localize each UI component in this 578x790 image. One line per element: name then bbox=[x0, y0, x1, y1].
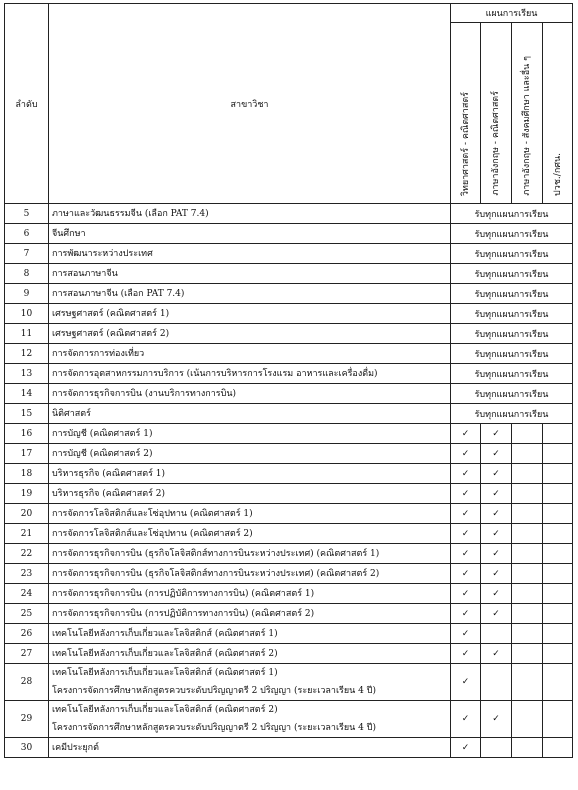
check-icon: ✓ bbox=[481, 464, 512, 484]
subject-cell bbox=[49, 564, 451, 584]
empty-cell bbox=[512, 738, 543, 758]
subject-line: โครงการจัดการศึกษาหลักสูตรควบระดับปริญญาตรี 2 ปริญญา (ระยะเวลาเรียน 4 ปี) bbox=[52, 686, 376, 696]
empty-cell bbox=[512, 664, 543, 701]
table-row bbox=[5, 364, 573, 384]
check-icon: ✓ bbox=[481, 701, 512, 738]
subject-line: บริหารธุรกิจ (คณิตศาสตร์ 1) bbox=[52, 468, 166, 479]
row-number: 20 bbox=[5, 504, 49, 524]
row-number: 12 bbox=[5, 344, 49, 364]
subject-cell bbox=[49, 584, 451, 604]
subject-cell bbox=[49, 504, 451, 524]
row-number: 21 bbox=[5, 524, 49, 544]
subject-line: การจัดการธุรกิจการบิน (การปฏิบัติการทางการบิน) (คณิตศาสตร์ 1) bbox=[52, 588, 315, 599]
plan-header-english-math: ภาษาอังกฤษ - คณิตศาสตร์ bbox=[491, 91, 501, 196]
check-icon: ✓ bbox=[451, 444, 481, 464]
table-row bbox=[5, 224, 573, 244]
check-icon: ✓ bbox=[481, 484, 512, 504]
subject-line: เทคโนโลยีหลังการเก็บเกี่ยวและโลจิสติกส์ (คณิตศาสตร์ 2) bbox=[52, 648, 278, 659]
row-number: 11 bbox=[5, 324, 49, 344]
row-number: 14 bbox=[5, 384, 49, 404]
row-number: 25 bbox=[5, 604, 49, 624]
empty-cell bbox=[512, 524, 543, 544]
subject-line: การสอนภาษาจีน bbox=[52, 268, 118, 279]
subject-line: จีนศึกษา bbox=[52, 228, 86, 239]
subject-line: เคมีประยุกต์ bbox=[52, 742, 99, 753]
check-icon: ✓ bbox=[481, 524, 512, 544]
empty-cell bbox=[481, 664, 512, 701]
subject-line: เทคโนโลยีหลังการเก็บเกี่ยวและโลจิสติกส์ (คณิตศาสตร์ 2) bbox=[52, 705, 278, 715]
row-number: 23 bbox=[5, 564, 49, 584]
all-plans-cell: รับทุกแผนการเรียน bbox=[451, 344, 573, 364]
all-plans-cell: รับทุกแผนการเรียน bbox=[451, 324, 573, 344]
row-number: 9 bbox=[5, 284, 49, 304]
table-row bbox=[5, 644, 573, 664]
subject-cell bbox=[49, 701, 451, 738]
subject-cell bbox=[49, 324, 451, 344]
subject-cell bbox=[49, 604, 451, 624]
subject-cell bbox=[49, 484, 451, 504]
empty-cell bbox=[543, 484, 573, 504]
subject-line: การจัดการการท่องเที่ยว bbox=[52, 348, 145, 359]
plan-header-english-social: ภาษาอังกฤษ - สังคมศึกษา และอื่น ๆ bbox=[522, 56, 532, 196]
subject-line: การจัดการธุรกิจการบิน (ธุรกิจโลจิสติกส์ทางการบินระหว่างประเทศ) (คณิตศาสตร์ 2) bbox=[52, 568, 380, 579]
all-plans-cell: รับทุกแผนการเรียน bbox=[451, 204, 573, 224]
check-icon: ✓ bbox=[451, 524, 481, 544]
row-number: 27 bbox=[5, 644, 49, 664]
table-row bbox=[5, 701, 573, 738]
all-plans-cell: รับทุกแผนการเรียน bbox=[451, 304, 573, 324]
all-plans-cell: รับทุกแผนการเรียน bbox=[451, 224, 573, 244]
row-number: 18 bbox=[5, 464, 49, 484]
empty-cell bbox=[512, 484, 543, 504]
check-icon: ✓ bbox=[481, 604, 512, 624]
check-icon: ✓ bbox=[481, 504, 512, 524]
table-row bbox=[5, 444, 573, 464]
row-number: 16 bbox=[5, 424, 49, 444]
empty-cell bbox=[512, 644, 543, 664]
all-plans-cell: รับทุกแผนการเรียน bbox=[451, 264, 573, 284]
check-icon: ✓ bbox=[451, 701, 481, 738]
subject-cell bbox=[49, 544, 451, 564]
check-icon: ✓ bbox=[451, 564, 481, 584]
subject-cell bbox=[49, 384, 451, 404]
subject-cell bbox=[49, 524, 451, 544]
table-row bbox=[5, 524, 573, 544]
subject-line: การบัญชี (คณิตศาสตร์ 1) bbox=[52, 428, 153, 439]
plan-header-cell bbox=[481, 23, 512, 204]
check-icon: ✓ bbox=[451, 604, 481, 624]
plan-header-cell bbox=[543, 23, 573, 204]
row-number: 5 bbox=[5, 204, 49, 224]
table-row bbox=[5, 264, 573, 284]
row-number: 28 bbox=[5, 664, 49, 701]
check-icon: ✓ bbox=[451, 504, 481, 524]
empty-cell bbox=[543, 564, 573, 584]
table-row bbox=[5, 384, 573, 404]
subject-cell bbox=[49, 424, 451, 444]
subject-cell bbox=[49, 284, 451, 304]
row-number: 26 bbox=[5, 624, 49, 644]
subject-line: การจัดการโลจิสติกส์และโซ่อุปทาน (คณิตศาสตร์ 2) bbox=[52, 528, 253, 539]
row-number: 8 bbox=[5, 264, 49, 284]
subject-line: การจัดการโลจิสติกส์และโซ่อุปทาน (คณิตศาสตร์ 1) bbox=[52, 508, 253, 519]
table-row bbox=[5, 564, 573, 584]
empty-cell bbox=[512, 624, 543, 644]
subject-line: เศรษฐศาสตร์ (คณิตศาสตร์ 2) bbox=[52, 328, 170, 339]
empty-cell bbox=[512, 544, 543, 564]
subject-line: การจัดการธุรกิจการบิน (ธุรกิจโลจิสติกส์ทางการบินระหว่างประเทศ) (คณิตศาสตร์ 1) bbox=[52, 548, 380, 559]
empty-cell bbox=[543, 464, 573, 484]
empty-cell bbox=[543, 624, 573, 644]
check-icon: ✓ bbox=[451, 738, 481, 758]
empty-cell bbox=[543, 701, 573, 738]
subject-line: การจัดการอุตสาหกรรมการบริการ (เน้นการบริหารการโรงแรม อาหารและเครื่องดื่ม) bbox=[52, 368, 378, 379]
check-icon: ✓ bbox=[451, 624, 481, 644]
empty-cell bbox=[543, 584, 573, 604]
row-number: 22 bbox=[5, 544, 49, 564]
subject-cell bbox=[49, 464, 451, 484]
empty-cell bbox=[543, 544, 573, 564]
subject-cell bbox=[49, 404, 451, 424]
table-row bbox=[5, 664, 573, 701]
table-row bbox=[5, 584, 573, 604]
table-row bbox=[5, 504, 573, 524]
plan-header-vocational: ปวช./กศน. bbox=[552, 153, 563, 196]
check-icon: ✓ bbox=[451, 644, 481, 664]
header-subject: สาขาวิชา bbox=[49, 4, 451, 204]
row-number: 29 bbox=[5, 701, 49, 738]
all-plans-cell: รับทุกแผนการเรียน bbox=[451, 404, 573, 424]
subject-line: บริหารธุรกิจ (คณิตศาสตร์ 2) bbox=[52, 488, 166, 499]
row-number: 13 bbox=[5, 364, 49, 384]
empty-cell bbox=[481, 738, 512, 758]
empty-cell bbox=[543, 664, 573, 701]
check-icon: ✓ bbox=[481, 564, 512, 584]
header-plan: แผนการเรียน bbox=[451, 4, 573, 23]
subject-line: การจัดการธุรกิจการบิน (งานบริการทางการบิน) bbox=[52, 388, 236, 399]
table-row bbox=[5, 284, 573, 304]
subject-cell bbox=[49, 664, 451, 701]
subject-cell bbox=[49, 264, 451, 284]
subject-line: การจัดการธุรกิจการบิน (การปฏิบัติการทางการบิน) (คณิตศาสตร์ 2) bbox=[52, 608, 315, 619]
row-number: 17 bbox=[5, 444, 49, 464]
check-icon: ✓ bbox=[451, 584, 481, 604]
table-row bbox=[5, 484, 573, 504]
table-row bbox=[5, 344, 573, 364]
subject-cell bbox=[49, 344, 451, 364]
subject-cell bbox=[49, 444, 451, 464]
empty-cell bbox=[543, 424, 573, 444]
table-row bbox=[5, 544, 573, 564]
empty-cell bbox=[512, 701, 543, 738]
subject-cell bbox=[49, 644, 451, 664]
check-icon: ✓ bbox=[481, 424, 512, 444]
empty-cell bbox=[512, 444, 543, 464]
table-row bbox=[5, 464, 573, 484]
subject-line: การบัญชี (คณิตศาสตร์ 2) bbox=[52, 448, 153, 459]
subject-cell bbox=[49, 624, 451, 644]
table-row bbox=[5, 204, 573, 224]
row-number: 24 bbox=[5, 584, 49, 604]
empty-cell bbox=[512, 424, 543, 444]
subject-line: การพัฒนาระหว่างประเทศ bbox=[52, 248, 153, 259]
empty-cell bbox=[543, 644, 573, 664]
table-body bbox=[5, 204, 573, 758]
table-row bbox=[5, 404, 573, 424]
empty-cell bbox=[512, 464, 543, 484]
table-row bbox=[5, 624, 573, 644]
empty-cell bbox=[543, 524, 573, 544]
row-number: 30 bbox=[5, 738, 49, 758]
check-icon: ✓ bbox=[451, 424, 481, 444]
empty-cell bbox=[512, 564, 543, 584]
row-number: 7 bbox=[5, 244, 49, 264]
subject-line: โครงการจัดการศึกษาหลักสูตรควบระดับปริญญาตรี 2 ปริญญา (ระยะเวลาเรียน 4 ปี) bbox=[52, 723, 376, 733]
row-number: 19 bbox=[5, 484, 49, 504]
check-icon: ✓ bbox=[481, 444, 512, 464]
row-number: 15 bbox=[5, 404, 49, 424]
plan-header-cell bbox=[451, 23, 481, 204]
table-row bbox=[5, 304, 573, 324]
subject-cell bbox=[49, 204, 451, 224]
table-row bbox=[5, 738, 573, 758]
programs-table bbox=[4, 3, 573, 758]
check-icon: ✓ bbox=[481, 644, 512, 664]
empty-cell bbox=[481, 624, 512, 644]
subject-line: เทคโนโลยีหลังการเก็บเกี่ยวและโลจิสติกส์ (คณิตศาสตร์ 1) bbox=[52, 628, 278, 639]
subject-cell bbox=[49, 738, 451, 758]
header-no: ลำดับ bbox=[5, 4, 49, 204]
row-number: 6 bbox=[5, 224, 49, 244]
table-row bbox=[5, 324, 573, 344]
subject-line: ภาษาและวัฒนธรรมจีน (เลือก PAT 7.4) bbox=[52, 208, 209, 219]
empty-cell bbox=[512, 584, 543, 604]
empty-cell bbox=[512, 604, 543, 624]
subject-cell bbox=[49, 224, 451, 244]
all-plans-cell: รับทุกแผนการเรียน bbox=[451, 384, 573, 404]
check-icon: ✓ bbox=[481, 544, 512, 564]
subject-cell bbox=[49, 364, 451, 384]
check-icon: ✓ bbox=[481, 584, 512, 604]
plan-header-science-math: วิทยาศาสตร์ - คณิตศาสตร์ bbox=[460, 91, 471, 196]
row-number: 10 bbox=[5, 304, 49, 324]
empty-cell bbox=[543, 738, 573, 758]
table-row bbox=[5, 424, 573, 444]
empty-cell bbox=[543, 504, 573, 524]
empty-cell bbox=[512, 504, 543, 524]
table-row bbox=[5, 244, 573, 264]
table-row bbox=[5, 604, 573, 624]
check-icon: ✓ bbox=[451, 664, 481, 701]
check-icon: ✓ bbox=[451, 484, 481, 504]
all-plans-cell: รับทุกแผนการเรียน bbox=[451, 284, 573, 304]
subject-line: เทคโนโลยีหลังการเก็บเกี่ยวและโลจิสติกส์ (คณิตศาสตร์ 1) bbox=[52, 668, 278, 678]
subject-line: การสอนภาษาจีน (เลือก PAT 7.4) bbox=[52, 288, 185, 299]
subject-line: นิติศาสตร์ bbox=[52, 408, 91, 419]
subject-cell bbox=[49, 244, 451, 264]
all-plans-cell: รับทุกแผนการเรียน bbox=[451, 364, 573, 384]
all-plans-cell: รับทุกแผนการเรียน bbox=[451, 244, 573, 264]
empty-cell bbox=[543, 444, 573, 464]
check-icon: ✓ bbox=[451, 464, 481, 484]
subject-line: เศรษฐศาสตร์ (คณิตศาสตร์ 1) bbox=[52, 308, 170, 319]
plan-header-cell bbox=[512, 23, 543, 204]
empty-cell bbox=[543, 604, 573, 624]
subject-cell bbox=[49, 304, 451, 324]
check-icon: ✓ bbox=[451, 544, 481, 564]
